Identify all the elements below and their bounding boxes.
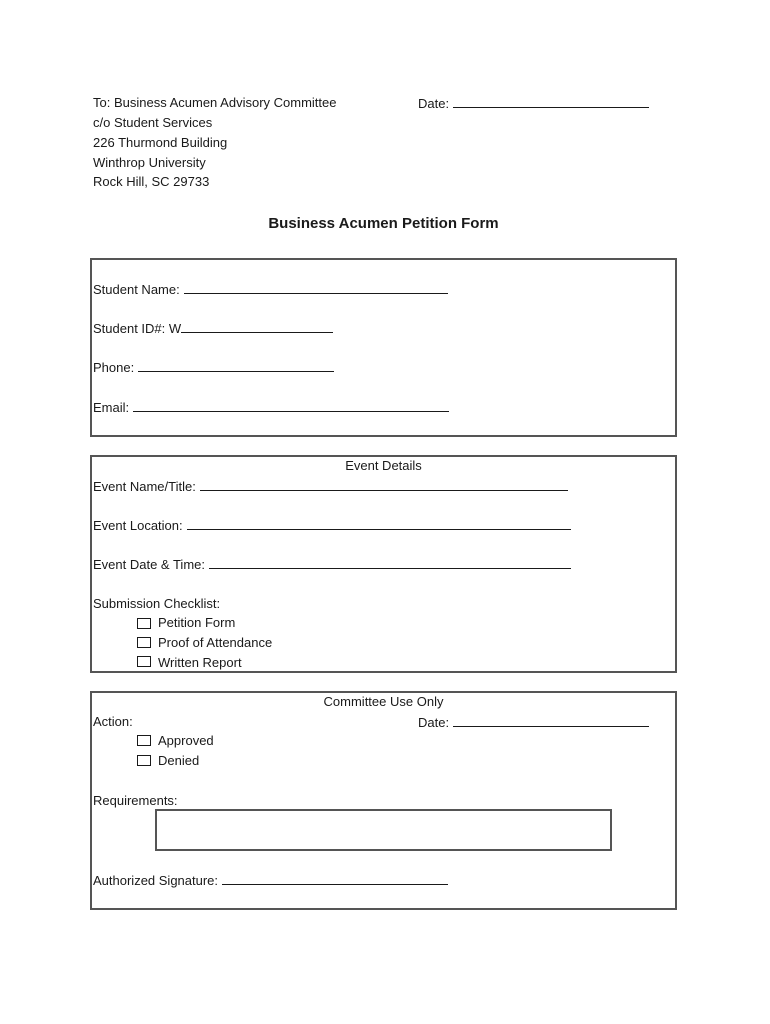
student-id-field[interactable] (93, 320, 333, 336)
phone-field[interactable] (93, 359, 334, 375)
event-location-label: Event Location: (93, 518, 183, 533)
checklist-written-report-checkbox[interactable] (137, 656, 151, 667)
event-location-line[interactable] (187, 517, 571, 530)
header-date-label: Date: (418, 96, 450, 111)
event-datetime-line[interactable] (209, 556, 571, 569)
committee-date-field[interactable] (418, 714, 649, 730)
event-location-field[interactable] (93, 517, 571, 533)
checklist-written-report-label: Written Report (158, 655, 242, 670)
email-line[interactable] (133, 399, 449, 412)
address-line-2: 226 Thurmond Building (93, 135, 228, 150)
event-name-label: Event Name/Title: (93, 479, 196, 494)
header-date-line[interactable] (453, 95, 649, 108)
checklist-proof-of-attendance-checkbox[interactable] (137, 637, 151, 648)
checklist-proof-of-attendance-label: Proof of Attendance (158, 635, 273, 650)
committee-date-label: Date: (418, 715, 450, 730)
committee-use-heading: Committee Use Only (323, 694, 444, 709)
form-title: Business Acumen Petition Form (268, 215, 499, 232)
authorized-signature-label: Authorized Signature: (93, 873, 219, 888)
address-line-1: c/o Student Services (93, 115, 213, 130)
student-name-label: Student Name: (93, 282, 180, 297)
email-field[interactable] (93, 399, 449, 415)
authorized-signature-line[interactable] (222, 872, 448, 885)
event-datetime-field[interactable] (93, 556, 571, 572)
address-line-3: Winthrop University (93, 155, 206, 170)
requirements-label: Requirements: (93, 793, 178, 808)
student-id-label: Student ID#: W (93, 321, 182, 336)
action-label: Action: (93, 714, 133, 729)
student-id-line[interactable] (181, 320, 333, 333)
email-label: Email: (93, 400, 130, 415)
submission-checklist-label: Submission Checklist: (93, 596, 221, 611)
event-details-heading: Event Details (345, 458, 422, 473)
phone-line[interactable] (138, 359, 334, 372)
approved-label: Approved (158, 733, 214, 748)
denied-label: Denied (158, 753, 200, 768)
authorized-signature-field[interactable] (93, 872, 448, 888)
event-name-field[interactable] (93, 478, 568, 494)
to-line: To: Business Acumen Advisory Committee (93, 95, 337, 110)
checklist-petition-form-checkbox[interactable] (137, 618, 151, 629)
denied-checkbox[interactable] (137, 755, 151, 766)
approved-checkbox[interactable] (137, 735, 151, 746)
checklist-petition-form-label: Petition Form (158, 615, 236, 630)
student-name-field[interactable] (93, 281, 448, 297)
event-name-line[interactable] (200, 478, 568, 491)
student-name-line[interactable] (184, 281, 448, 294)
header-date-field[interactable] (418, 95, 649, 111)
address-line-4: Rock Hill, SC 29733 (93, 174, 210, 189)
committee-date-line[interactable] (453, 714, 649, 727)
event-datetime-label: Event Date & Time: (93, 557, 205, 572)
phone-label: Phone: (93, 360, 135, 375)
requirements-input-box[interactable] (155, 809, 612, 851)
